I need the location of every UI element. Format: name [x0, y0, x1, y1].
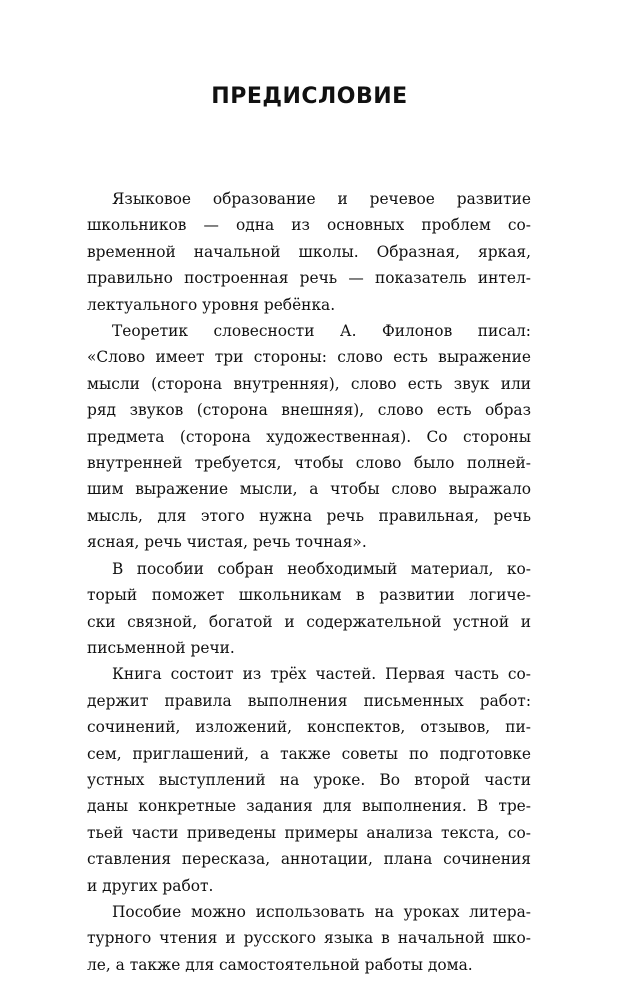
text-line: ряд звуков (сторона внешняя), слово есть образ [87, 401, 531, 420]
paragraph-5 [87, 899, 531, 978]
text-line: сем, приглашений, а также советы по подготовке [87, 744, 531, 763]
text-line: тьей части приведены примеры анализа текста, со- [87, 823, 531, 842]
paragraph-3 [87, 556, 531, 662]
text-line: правильно построенная речь — показатель интел- [87, 269, 531, 288]
text-line: Теоретик словесности А. Филонов писал: [112, 322, 531, 341]
text-line: турного чтения и русского языка в начальной шко- [87, 929, 531, 948]
text-line: Языковое образование и речевое развитие [112, 190, 531, 208]
page-title: ПРЕДИСЛОВИЕ [211, 84, 408, 109]
text-line: торый поможет школьникам в развитии логиче- [87, 586, 531, 605]
text-line: и других работ. [87, 876, 214, 895]
text-line: предмета (сторона художественная). Со стороны [87, 427, 531, 446]
text-line: держит правила выполнения письменных работ: [87, 691, 531, 710]
text-line: ясная, речь чистая, речь точная». [87, 533, 367, 552]
text-line: школьников — одна из основных проблем со- [87, 216, 531, 235]
text-line: ски связной, богатой и содержательной устной и [87, 612, 531, 631]
text-line: письменной речи. [87, 638, 235, 657]
text-line: устных выступлений на уроке. Во второй части [87, 770, 531, 789]
text-line: даны конкретные задания для выполнения. В тре- [87, 797, 531, 816]
preface-body [87, 186, 531, 978]
text-line: сочинений, изложений, конспектов, отзывов, пи- [87, 718, 531, 737]
paragraph-4 [87, 661, 531, 899]
paragraph-2 [87, 318, 531, 556]
text-line: лектуального уровня ребёнка. [87, 295, 336, 314]
text-line: мысль, для этого нужна речь правильная, речь [87, 506, 531, 525]
text-line: внутренней требуется, чтобы слово было полней- [87, 454, 531, 473]
text-line: мысли (сторона внутренняя), слово есть звук или [87, 374, 531, 393]
text-line: ле, а также для самостоятельной работы дома. [87, 955, 473, 974]
text-line: шим выражение мысли, а чтобы слово выражало [87, 480, 531, 499]
paragraph-1 [87, 186, 531, 318]
text-line: В пособии собран необходимый материал, ко- [112, 559, 531, 578]
text-line: Книга состоит из трёх частей. Первая часть со- [112, 665, 531, 684]
text-line: Пособие можно использовать на уроках литера- [112, 902, 531, 921]
text-line: ставления пересказа, аннотации, плана сочинения [87, 850, 531, 869]
text-line: «Слово имеет три стороны: слово есть выражение [87, 348, 531, 367]
text-line: временной начальной школы. Образная, яркая, [87, 242, 531, 261]
